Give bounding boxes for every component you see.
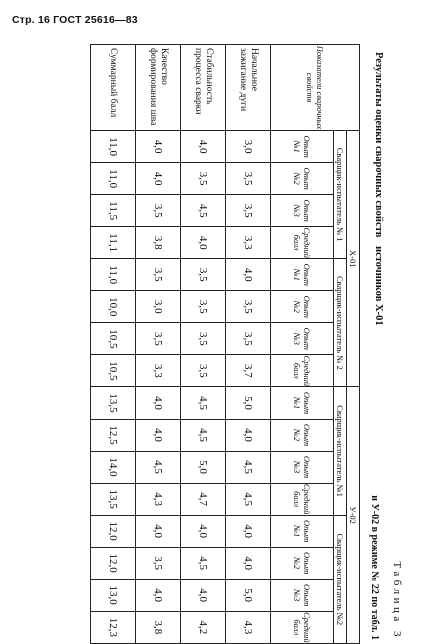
column-header: Опыт №2 (271, 547, 334, 579)
table-cell: 4,0 (226, 515, 271, 547)
column-header: Опыт №1 (271, 515, 334, 547)
table-cell: 12,5 (91, 419, 136, 451)
welder-header: Сварщик-испытатель № 1 (334, 131, 347, 259)
table-cell: 4,5 (136, 451, 181, 483)
table-cell: 3,5 (181, 291, 226, 323)
table-cell: 3,5 (181, 323, 226, 355)
table-cell: 3,8 (136, 611, 181, 643)
table-cell: 3,5 (226, 291, 271, 323)
table-cell: 3,0 (136, 291, 181, 323)
table-cell: 3,5 (181, 259, 226, 291)
table-row (91, 45, 136, 644)
table-cell: 3,5 (136, 195, 181, 227)
column-header: Опыт №1 (271, 131, 334, 163)
table-cell: 4,0 (181, 515, 226, 547)
table-cell: 13,0 (91, 579, 136, 611)
table-cell: 4,0 (136, 131, 181, 163)
table-label: Таблица 3 (391, 561, 403, 640)
table-cell: 3,5 (136, 547, 181, 579)
welder-header: Сварщик-испытатель №1 (334, 387, 347, 515)
column-header: Опыт №3 (271, 451, 334, 483)
table-cell: 3,3 (226, 227, 271, 259)
table-cell: 3,5 (226, 195, 271, 227)
column-header: Опыт №3 (271, 323, 334, 355)
welder-header: Сварщик-испытатель № 2 (334, 259, 347, 387)
table-cell: 11,1 (91, 227, 136, 259)
table-title-left: Результаты оценки сварочных свойств (373, 52, 384, 238)
table-cell: 11,5 (91, 195, 136, 227)
table-cell: 14,0 (91, 451, 136, 483)
table-cell: 3,3 (136, 355, 181, 387)
table-cell: 4,0 (226, 419, 271, 451)
column-header: Средний балл (271, 355, 334, 387)
welder-header: Сварщик-испытатель №2 (334, 515, 347, 643)
table-cell: 4,0 (136, 515, 181, 547)
table-cell: 3,5 (226, 323, 271, 355)
table-cell: 12,0 (91, 547, 136, 579)
column-header: Средний балл (271, 611, 334, 643)
table-cell: 4,5 (226, 451, 271, 483)
table-cell: 3,5 (181, 163, 226, 195)
column-header: Опыт №2 (271, 419, 334, 451)
table-title-mid: источников Х-01 (373, 246, 384, 326)
results-table (90, 44, 360, 644)
table-cell: 3,5 (136, 323, 181, 355)
table-cell: 4,0 (136, 163, 181, 195)
table-cell: 3,8 (136, 227, 181, 259)
table-cell: 5,0 (226, 387, 271, 419)
table-cell: 4,5 (181, 419, 226, 451)
table-cell: 4,0 (136, 579, 181, 611)
table-cell: 3,5 (136, 259, 181, 291)
row-label: Качество формирования шва (136, 45, 181, 131)
row-label: Суммарный балл (91, 45, 136, 131)
table-cell: 4,0 (181, 227, 226, 259)
table-cell: 11,0 (91, 163, 136, 195)
table-row (181, 45, 226, 644)
rotated-table-area (12, 44, 404, 644)
table-cell: 4,5 (181, 195, 226, 227)
column-header: Опыт №1 (271, 259, 334, 291)
column-header: Опыт №1 (271, 387, 334, 419)
table-title-right: и У-02 в режиме № 22 по табл. 1 (369, 495, 380, 640)
column-header: Опыт №3 (271, 195, 334, 227)
table-row (226, 45, 271, 644)
table-cell: 3,5 (226, 163, 271, 195)
table-cell: 4,5 (181, 547, 226, 579)
table-cell: 10,5 (91, 355, 136, 387)
column-header: Опыт №2 (271, 291, 334, 323)
table-row (136, 45, 181, 644)
row-label: Начальное зажигание дуги (226, 45, 271, 131)
column-header: Опыт №3 (271, 579, 334, 611)
table-title (373, 52, 384, 332)
table-cell: 5,0 (226, 579, 271, 611)
table-cell: 5,0 (181, 451, 226, 483)
column-header: Средний балл (271, 227, 334, 259)
column-header-row (271, 45, 334, 644)
table-caption (360, 44, 404, 644)
table-cell: 4,0 (226, 547, 271, 579)
table-cell: 3,5 (181, 355, 226, 387)
column-header: Средний балл (271, 483, 334, 515)
table-cell: 12,0 (91, 515, 136, 547)
table-cell: 13,5 (91, 387, 136, 419)
table-cell: 4,0 (226, 259, 271, 291)
table-cell: 11,0 (91, 131, 136, 163)
table-cell: 4,0 (136, 387, 181, 419)
corner-header: Показатели сварочных свойств (271, 45, 360, 131)
table-cell: 4,0 (181, 131, 226, 163)
table-cell: 4,3 (226, 611, 271, 643)
page-header: Стр. 16 ГОСТ 25616—83 (12, 14, 138, 26)
table-cell: 4,0 (181, 579, 226, 611)
source-header-x01: Х-01 (347, 131, 360, 387)
table-cell: 12,3 (91, 611, 136, 643)
table-cell: 11,0 (91, 259, 136, 291)
table-cell: 3,0 (226, 131, 271, 163)
table-body (91, 45, 271, 644)
table-cell: 13,5 (91, 483, 136, 515)
table-cell: 10,0 (91, 291, 136, 323)
table-cell: 4,3 (136, 483, 181, 515)
table-cell: 4,5 (226, 483, 271, 515)
source-header-u02: У-02 (347, 387, 360, 644)
table-cell: 4,2 (181, 611, 226, 643)
table-cell: 4,5 (181, 387, 226, 419)
table-cell: 10,5 (91, 323, 136, 355)
column-header: Опыт №2 (271, 163, 334, 195)
row-label: Стабильность процесса сварки (181, 45, 226, 131)
table-cell: 4,0 (136, 419, 181, 451)
table-cell: 3,7 (226, 355, 271, 387)
table-cell: 4,7 (181, 483, 226, 515)
